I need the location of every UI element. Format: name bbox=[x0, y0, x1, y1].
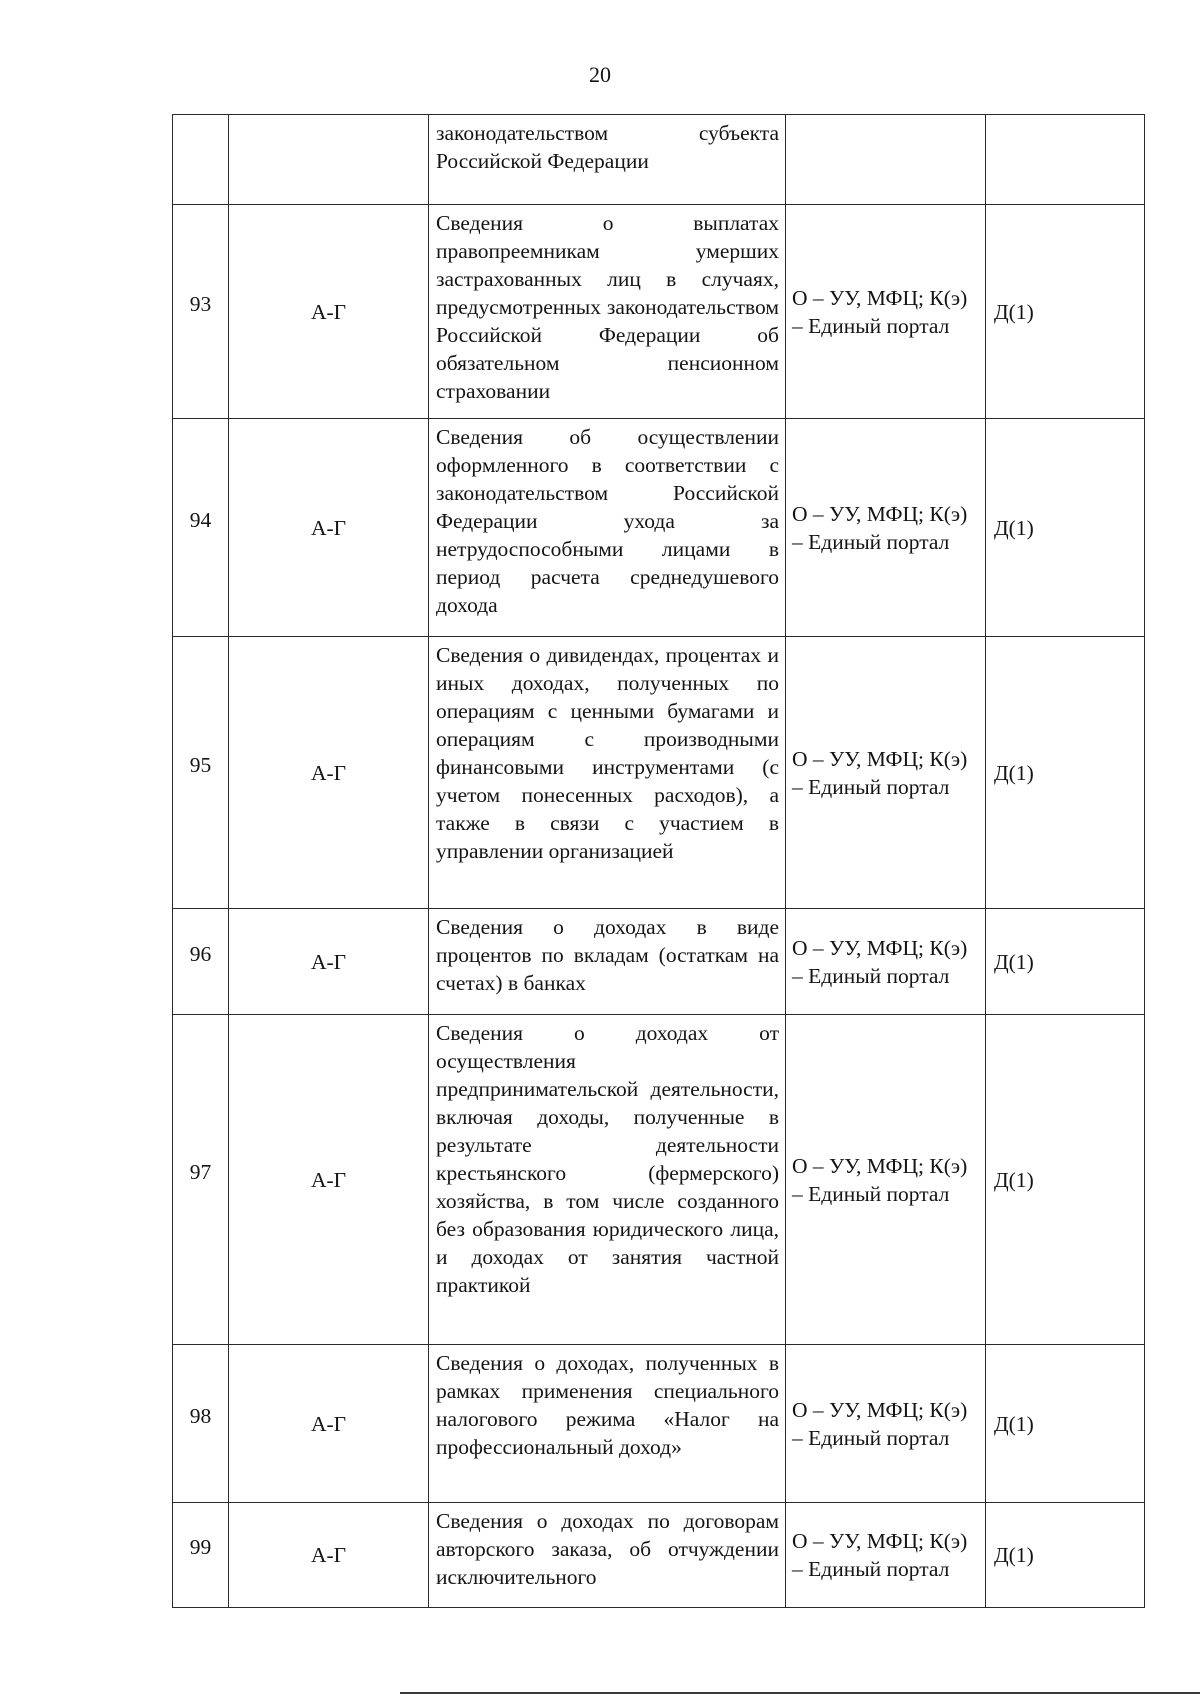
table-row bbox=[173, 1503, 1145, 1608]
row-number-cell: 98 bbox=[173, 1345, 229, 1503]
row-code-cell: А-Г bbox=[229, 637, 429, 909]
row-provision-cell: О – УУ, МФЦ; К(э) – Единый портал bbox=[786, 205, 986, 419]
row-description-cell: Сведения о дивидендах, процентах и иных доходах, полученных по операциям с ценными бумагами и операциям с производными финансовыми инструментами (с учетом понесенных расходов), а также в связи с участием в управлении организацией bbox=[429, 637, 786, 909]
row-result-cell: Д(1) bbox=[986, 1503, 1145, 1608]
row-provision-cell: О – УУ, МФЦ; К(э) – Единый портал bbox=[786, 1345, 986, 1503]
row-code-cell: А-Г bbox=[229, 1345, 429, 1503]
row-code-cell: А-Г bbox=[229, 909, 429, 1015]
page-number: 20 bbox=[589, 62, 611, 87]
row-result-cell: Д(1) bbox=[986, 1345, 1145, 1503]
row-result-cell bbox=[986, 115, 1145, 205]
table-row bbox=[173, 115, 1145, 205]
row-provision-cell: О – УУ, МФЦ; К(э) – Единый портал bbox=[786, 637, 986, 909]
table-row bbox=[173, 205, 1145, 419]
row-result-cell: Д(1) bbox=[986, 1015, 1145, 1345]
row-number-cell: 97 bbox=[173, 1015, 229, 1345]
row-description-cell: Сведения о доходах от осуществления предпринимательской деятельности, включая доходы, полученные в результате деятельности крестьянского (фермерского) хозяйства, в том числе созданного без образования юридического лица, и доходах от занятия частной практикой bbox=[429, 1015, 786, 1345]
row-code-cell: А-Г bbox=[229, 1503, 429, 1608]
row-number-cell: 94 bbox=[173, 419, 229, 637]
table-row bbox=[173, 637, 1145, 909]
row-number-cell: 96 bbox=[173, 909, 229, 1015]
row-description-cell: Сведения о доходах, полученных в рамках применения специального налогового режима «Налог на профессиональный доход» bbox=[429, 1345, 786, 1503]
table-row bbox=[173, 909, 1145, 1015]
row-result-cell: Д(1) bbox=[986, 637, 1145, 909]
row-result-cell: Д(1) bbox=[986, 419, 1145, 637]
row-provision-cell: О – УУ, МФЦ; К(э) – Единый портал bbox=[786, 909, 986, 1015]
row-description-cell: Сведения о выплатах правопреемникам умерших застрахованных лиц в случаях, предусмотренных законодательством Российской Федерации об обязательном пенсионном страховании bbox=[429, 205, 786, 419]
table-row bbox=[173, 1345, 1145, 1503]
row-code-cell: А-Г bbox=[229, 419, 429, 637]
row-provision-cell: О – УУ, МФЦ; К(э) – Единый портал bbox=[786, 1503, 986, 1608]
row-provision-cell: О – УУ, МФЦ; К(э) – Единый портал bbox=[786, 419, 986, 637]
row-number-cell bbox=[173, 115, 229, 205]
table-row bbox=[173, 419, 1145, 637]
row-description-cell: Сведения о доходах по договорам авторского заказа, об отчуждении исключительного bbox=[429, 1503, 786, 1608]
row-result-cell: Д(1) bbox=[986, 909, 1145, 1015]
row-number-cell: 95 bbox=[173, 637, 229, 909]
row-result-cell: Д(1) bbox=[986, 205, 1145, 419]
row-code-cell: А-Г bbox=[229, 1015, 429, 1345]
row-provision-cell: О – УУ, МФЦ; К(э) – Единый портал bbox=[786, 1015, 986, 1345]
bottom-rule bbox=[400, 1692, 1200, 1694]
row-description-cell: Сведения об осуществлении оформленного в соответствии с законодательством Российской Федерации ухода за нетрудоспособными лицами в период расчета среднедушевого дохода bbox=[429, 419, 786, 637]
services-table bbox=[172, 114, 1145, 1608]
row-provision-cell bbox=[786, 115, 986, 205]
row-number-cell: 93 bbox=[173, 205, 229, 419]
row-number-cell: 99 bbox=[173, 1503, 229, 1608]
row-description-cell: Сведения о доходах в виде процентов по вкладам (остаткам на счетах) в банках bbox=[429, 909, 786, 1015]
row-code-cell: А-Г bbox=[229, 205, 429, 419]
row-description-cell: законодательством субъекта Российской Федерации bbox=[429, 115, 786, 205]
table-row bbox=[173, 1015, 1145, 1345]
row-code-cell bbox=[229, 115, 429, 205]
